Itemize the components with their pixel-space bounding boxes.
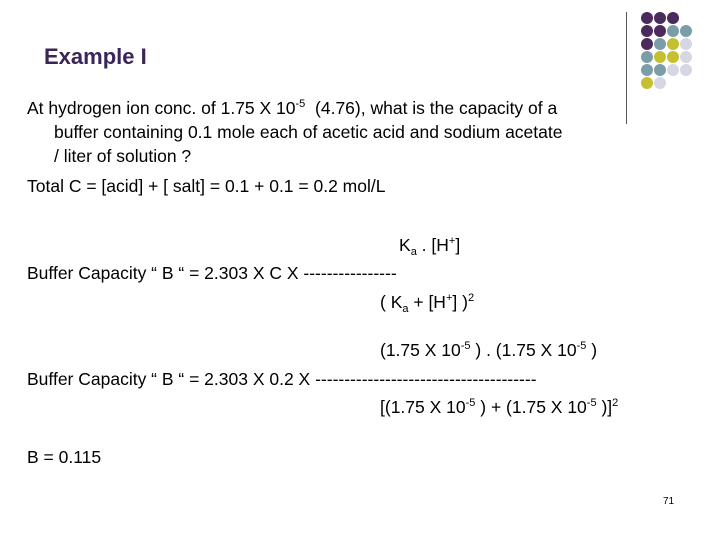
decorative-dot <box>641 25 653 37</box>
total-c-line: Total C = [acid] + [ salt] = 0.1 + 0.1 = 0.2 mol/L <box>27 176 386 196</box>
decorative-dot <box>641 12 653 24</box>
decorative-dot <box>654 38 666 50</box>
decorative-dot <box>667 51 679 63</box>
numeric-main-line: Buffer Capacity “ B “ = 2.303 X 0.2 X -------------------------------------- <box>27 369 537 389</box>
question-line-3: / liter of solution ? <box>54 146 192 166</box>
numeric-numerator: (1.75 X $10^{-5}$ ) . (1.75 X $10^{-5}$ ) <box>380 340 598 360</box>
result-line: B = 0.115 <box>27 447 102 467</box>
question-line-2: buffer containing 0.1 mole each of acetic acid and sodium acetate <box>54 122 563 142</box>
question-line-1: At hydrogen ion conc. of 1.75 X $10^{-5}$ (4.76), what is the capacity of a <box>27 98 558 118</box>
formula-main-line: Buffer Capacity “ B “ = 2.303 X C X ---------------- <box>27 263 397 283</box>
decorative-dot <box>680 51 692 63</box>
slide-title: Example I <box>44 44 147 69</box>
formula-numerator: $K_a$ . [H+] <box>399 235 461 258</box>
decorative-dot <box>667 64 679 76</box>
decorative-dot <box>680 38 692 50</box>
decorative-dot <box>667 38 679 50</box>
page-number: 71 <box>663 496 675 507</box>
decorative-dot <box>654 77 666 89</box>
formula-denominator: ( $K_a + [H^+]$ )$^2$ <box>380 292 475 315</box>
decorative-dot <box>641 51 653 63</box>
decorative-dot <box>667 25 679 37</box>
numeric-denominator: [(1.75 X $10^{-5}$ ) + (1.75 X $10^{-5}$ )]$^2$ <box>380 397 619 417</box>
decorative-dot <box>641 38 653 50</box>
decorative-dot <box>654 51 666 63</box>
decorative-dot <box>680 64 692 76</box>
decorative-dot <box>641 77 653 89</box>
decorative-dot <box>654 12 666 24</box>
decorative-dot <box>680 25 692 37</box>
decorative-dot <box>654 64 666 76</box>
decorative-vertical-line <box>626 12 627 124</box>
decorative-dot <box>654 25 666 37</box>
decorative-dot <box>667 12 679 24</box>
decorative-dot <box>641 64 653 76</box>
